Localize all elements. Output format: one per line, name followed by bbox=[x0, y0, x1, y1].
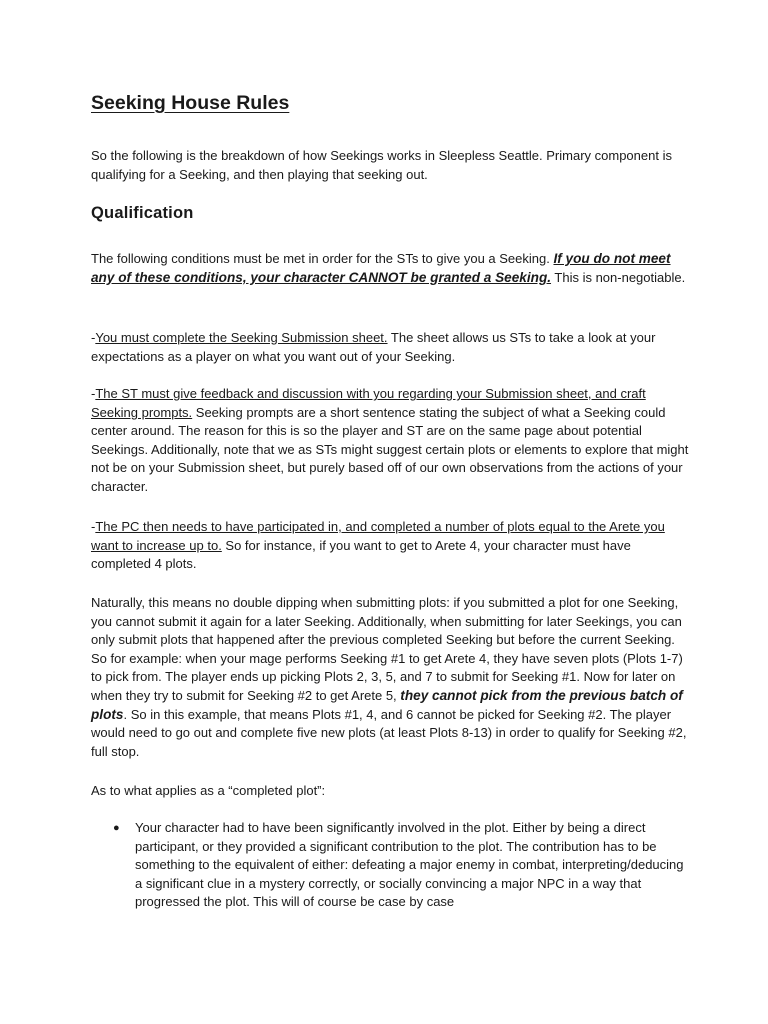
rule-dash: - bbox=[91, 386, 96, 401]
rule-completed-plots-text: So for instance, if you want to get to Arete 4, your character must have completed 4 plots. bbox=[91, 537, 631, 572]
list-item-text: Your character had to have been significantly involved in the plot. Either by being a direct participant, or they provided a significant contribution to the plot. The contribution has to be something to the equivalent of either: defeating a major enemy in combat, interpreting/deducing a significant clue in a mystery correctly, or socially convincing a major NPC in a way that progressed the plot. This will of course be case by case bbox=[135, 820, 684, 910]
double-dipping-text: Naturally, this means no double dipping when submitting plots: if you submitted a plot for one Seeking, you cannot submit it again for a later Seeking. Additionally, when submitting for later Seekings, you can only submit plots that happened after the previous completed Seeking but before the current Seeking. So for example: when your mage performs Seeking #1 to get Arete 4, they have seven plots (Plots 1-7) to pick from. The player ends up picking Plots 2, 3, 5, and 7 to submit for Seeking #1. Now for later on when they try to submit for Seeking #2 to get Arete 5, bbox=[91, 595, 683, 703]
rule-st-feedback-underlined: The ST must give feedback and discussion with you regarding your Submission sheet, and craft Seeking prompts. bbox=[91, 386, 646, 420]
list-item bbox=[91, 819, 689, 912]
double-dipping-paragraph bbox=[91, 594, 689, 761]
rule-st-feedback bbox=[91, 385, 689, 497]
rule-completed-plots-underlined: The PC then needs to have participated in, and completed a number of plots equal to the Arete you want to increase up to. bbox=[91, 519, 665, 553]
completed-plot-intro: As to what applies as a “completed plot”: bbox=[91, 783, 326, 798]
conditions-paragraph bbox=[91, 250, 689, 287]
conditions-warning: If you do not meet any of these conditions, your character CANNOT be granted a Seeking. bbox=[91, 251, 671, 285]
rule-st-feedback-text: Seeking prompts are a short sentence stating the subject of what a Seeking could center around. The reason for this is so the player and ST are on the same page about potential Seekings. Additionally, note that we as STs might suggest certain plots or elements to explore that might not be on your Submission sheet, but purely based off of our own observations from the actions of your character. bbox=[91, 404, 689, 494]
conditions-outro: This is non-negotiable. bbox=[551, 269, 686, 285]
qualification-heading: Qualification bbox=[91, 204, 194, 222]
rule-submission-sheet-text: The sheet allows us STs to take a look at your expectations as a player on what you want out of your Seeking. bbox=[91, 330, 656, 364]
rule-submission-sheet-underlined: You must complete the Seeking Submission sheet. bbox=[95, 330, 388, 345]
double-dipping-text-end: . So in this example, that means Plots #1, 4, and 6 cannot be picked for Seeking #2. The player would need to go out and complete five new plots (at least Plots 8-13) in order to qualify for Seeking #2, full stop. bbox=[91, 706, 687, 759]
conditions-intro: The following conditions must be met in order for the STs to give you a Seeking. bbox=[91, 251, 554, 266]
rule-completed-plots bbox=[91, 518, 689, 574]
completed-plot-criteria-list bbox=[91, 819, 689, 912]
intro-paragraph: So the following is the breakdown of how Seekings works in Sleepless Seattle. Primary component is qualifying for a Seeking, and then playing that seeking out. bbox=[91, 148, 672, 182]
rule-dash: - bbox=[91, 519, 96, 534]
document-title: Seeking House Rules bbox=[91, 92, 290, 114]
bullet-icon: ● bbox=[113, 822, 120, 834]
rule-dash: - bbox=[91, 330, 96, 345]
double-dipping-emphasis: they cannot pick from the previous batch of plots bbox=[91, 687, 683, 722]
rule-submission-sheet bbox=[91, 329, 689, 366]
